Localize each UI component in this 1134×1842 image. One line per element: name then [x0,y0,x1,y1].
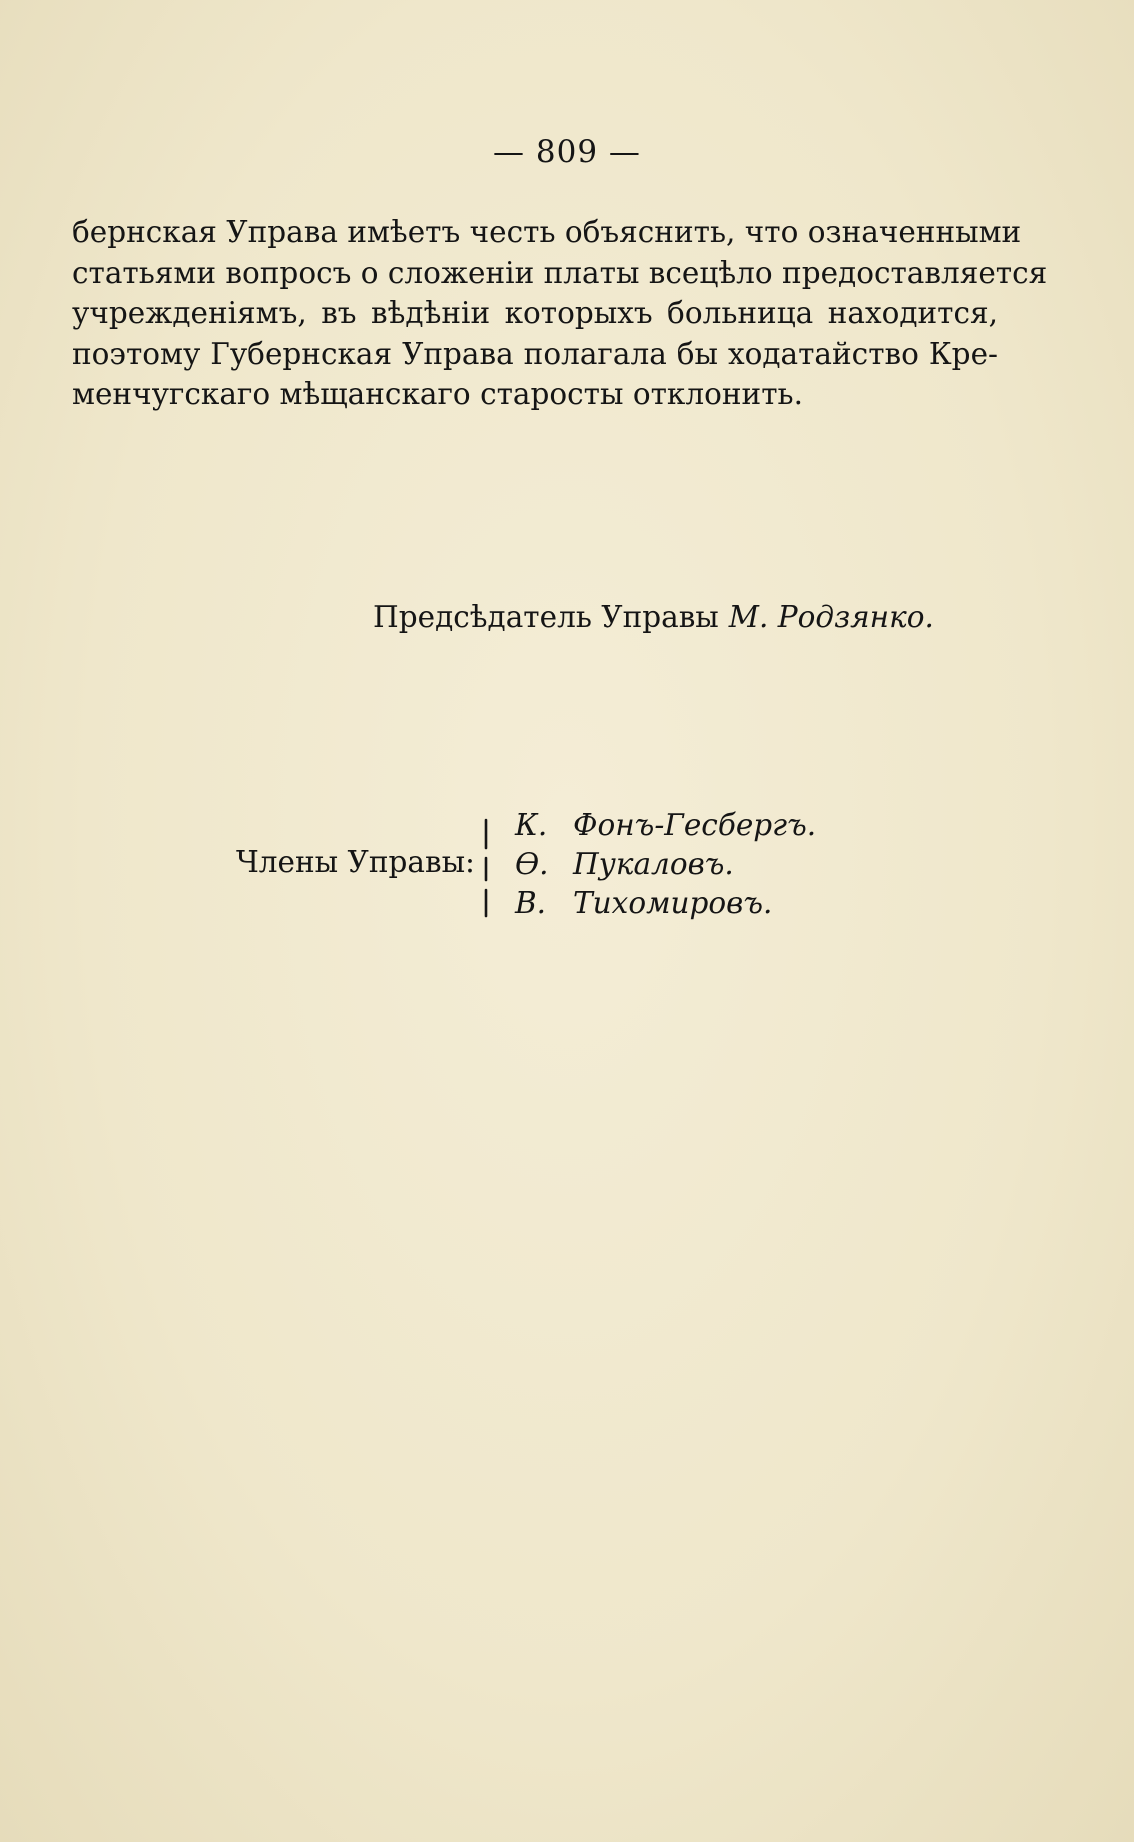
text-line: бернская Управа имѣетъ честь объяснить, что означенными [72,215,1022,249]
text-line: учрежденіямъ, въ вѣдѣніи которыхъ больница находится, [72,296,998,330]
body-paragraph [72,212,1048,415]
member-initial: К. [515,808,548,842]
member-name: Пукаловъ. [573,847,734,881]
member-initial: Ѳ. [515,847,549,881]
member-name: Фонъ-Гесбергъ. [573,808,817,842]
text-line: статьями вопросъ о сложеніи платы всецѣло предоставляется [72,255,1048,290]
member-initial: В. [515,886,547,920]
member-entry [515,845,816,884]
members-label: Члены Управы: [236,845,475,879]
members-list [515,806,816,923]
text-line: менчугскаго мѣщанскаго старосты отклонить. [72,377,803,411]
member-entry [515,884,816,923]
text-line: поэтому Губернская Управа полагала бы ходатайство Кре- [72,336,998,371]
chairman-signature: М. Родзянко. [728,600,934,634]
brace-mark [480,818,492,918]
page-number: — 809 — [493,134,641,170]
member-name: Тихомировъ. [573,886,773,920]
chairman-title: Предсѣдатель Управы [373,600,719,634]
member-entry [515,806,816,845]
chairman-signature-line [373,600,934,634]
